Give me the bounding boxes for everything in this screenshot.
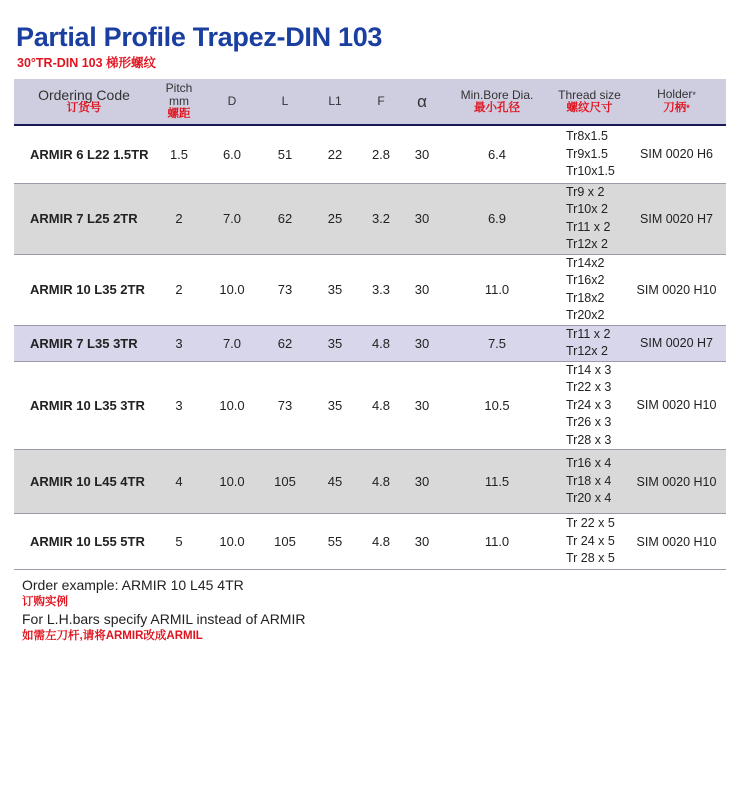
cell-holder: SIM 0020 H10 bbox=[627, 254, 726, 325]
thread-size-item: Tr28 x 3 bbox=[566, 432, 612, 447]
header-ordering-code: Ordering Code 订货号 bbox=[38, 86, 130, 114]
cell-ordering-code: ARMIR 6 L22 1.5TR bbox=[14, 125, 154, 183]
cell-l1: 22 bbox=[310, 125, 360, 183]
order-example: Order example: ARMIR 10 L45 4TR bbox=[22, 577, 244, 593]
cell-l: 105 bbox=[260, 514, 310, 570]
thread-size-item: Tr14x2 bbox=[566, 255, 605, 270]
thread-size-item: Tr9 x 2 bbox=[566, 184, 605, 199]
cell-d: 6.0 bbox=[204, 125, 260, 183]
thread-size-item: Tr22 x 3 bbox=[566, 380, 612, 394]
header-l1: L1 bbox=[328, 94, 342, 108]
thread-size-item: Tr9x1.5 bbox=[566, 146, 608, 161]
thread-size-item: Tr16 x 4 bbox=[566, 456, 612, 471]
header-thread-size: Thread size 螺纹尺寸 bbox=[558, 87, 621, 114]
cell-d: 10.0 bbox=[204, 254, 260, 325]
thread-size-item: Tr16x2 bbox=[566, 273, 605, 287]
notes-section bbox=[22, 577, 305, 645]
cell-alpha: 30 bbox=[402, 254, 442, 325]
cell-f: 2.8 bbox=[360, 125, 402, 183]
cell-d: 10.0 bbox=[204, 361, 260, 450]
cell-l1: 25 bbox=[310, 183, 360, 254]
cell-ordering-code: ARMIR 7 L25 2TR bbox=[14, 183, 154, 254]
cell-ordering-code: ARMIR 10 L55 5TR bbox=[14, 514, 154, 570]
cell-pitch: 4 bbox=[154, 450, 204, 514]
lh-note: For L.H.bars specify ARMIL instead of ARMIR bbox=[22, 611, 306, 627]
cell-l1: 35 bbox=[310, 361, 360, 450]
header-holder: Holder* 刀柄* bbox=[657, 87, 696, 114]
cell-thread-sizes bbox=[552, 125, 627, 183]
table-row bbox=[14, 514, 726, 570]
header-d: D bbox=[227, 94, 237, 108]
table-row bbox=[14, 125, 726, 183]
cell-l: 51 bbox=[260, 125, 310, 183]
thread-size-item: Tr10x1.5 bbox=[566, 164, 615, 178]
cell-alpha: 30 bbox=[402, 514, 442, 570]
table-header-row bbox=[14, 79, 726, 125]
cell-holder: SIM 0020 H7 bbox=[627, 325, 726, 361]
cell-ordering-code: ARMIR 10 L35 3TR bbox=[14, 361, 154, 450]
cell-l: 73 bbox=[260, 254, 310, 325]
cell-d: 7.0 bbox=[204, 325, 260, 361]
cell-alpha: 30 bbox=[402, 325, 442, 361]
cell-ordering-code: ARMIR 7 L35 3TR bbox=[14, 325, 154, 361]
cell-pitch: 5 bbox=[154, 514, 204, 570]
cell-holder: SIM 0020 H10 bbox=[627, 450, 726, 514]
thread-size-item: Tr18 x 4 bbox=[566, 473, 612, 488]
cell-thread-sizes bbox=[552, 450, 627, 514]
cell-ordering-code: ARMIR 10 L45 4TR bbox=[14, 450, 154, 514]
spec-table bbox=[14, 79, 726, 570]
thread-size-item: Tr8x1.5 bbox=[566, 129, 608, 143]
cell-pitch: 2 bbox=[154, 254, 204, 325]
cell-f: 4.8 bbox=[360, 325, 402, 361]
cell-d: 10.0 bbox=[204, 450, 260, 514]
cell-thread-sizes bbox=[552, 183, 627, 254]
cell-holder: SIM 0020 H10 bbox=[627, 361, 726, 450]
cell-min-bore: 11.0 bbox=[442, 514, 552, 570]
header-l: L bbox=[281, 94, 289, 108]
table-row bbox=[14, 183, 726, 254]
cell-l: 73 bbox=[260, 361, 310, 450]
cell-holder: SIM 0020 H6 bbox=[627, 125, 726, 183]
thread-size-item: Tr18x2 bbox=[566, 290, 605, 305]
thread-size-item: Tr26 x 3 bbox=[566, 415, 612, 429]
thread-size-item: Tr11 x 2 bbox=[566, 326, 611, 341]
cell-pitch: 3 bbox=[154, 361, 204, 450]
thread-size-item: Tr 24 x 5 bbox=[566, 533, 615, 548]
header-pitch: Pitch mm 螺距 bbox=[165, 81, 193, 120]
thread-size-item: Tr11 x 2 bbox=[566, 219, 611, 234]
cell-alpha: 30 bbox=[402, 361, 442, 450]
cell-thread-sizes bbox=[552, 361, 627, 450]
cell-thread-sizes bbox=[552, 514, 627, 570]
cell-min-bore: 10.5 bbox=[442, 361, 552, 450]
header-min-bore: Min.Bore Dia. 最小孔径 bbox=[460, 87, 534, 114]
spec-table-wrapper bbox=[14, 79, 726, 570]
cell-thread-sizes bbox=[552, 254, 627, 325]
thread-size-item: Tr12x 2 bbox=[566, 237, 608, 251]
thread-size-item: Tr20 x 4 bbox=[566, 491, 612, 506]
cell-min-bore: 11.5 bbox=[442, 450, 552, 514]
cell-min-bore: 11.0 bbox=[442, 254, 552, 325]
thread-size-item: Tr20x2 bbox=[566, 308, 605, 322]
cell-f: 3.3 bbox=[360, 254, 402, 325]
cell-d: 7.0 bbox=[204, 183, 260, 254]
thread-size-item: Tr 22 x 5 bbox=[566, 516, 615, 531]
header-f: F bbox=[377, 94, 385, 108]
cell-l1: 45 bbox=[310, 450, 360, 514]
cell-alpha: 30 bbox=[402, 125, 442, 183]
cell-f: 4.8 bbox=[360, 514, 402, 570]
cell-f: 4.8 bbox=[360, 361, 402, 450]
cell-f: 3.2 bbox=[360, 183, 402, 254]
cell-alpha: 30 bbox=[402, 183, 442, 254]
cell-holder: SIM 0020 H10 bbox=[627, 514, 726, 570]
cell-pitch: 2 bbox=[154, 183, 204, 254]
table-row bbox=[14, 254, 726, 325]
cell-l: 105 bbox=[260, 450, 310, 514]
order-example-cn: 订购实例 bbox=[22, 596, 68, 608]
table-row bbox=[14, 450, 726, 514]
table-row bbox=[14, 325, 726, 361]
cell-l1: 35 bbox=[310, 325, 360, 361]
cell-l: 62 bbox=[260, 325, 310, 361]
cell-min-bore: 6.4 bbox=[442, 125, 552, 183]
thread-size-item: Tr12x 2 bbox=[566, 344, 608, 358]
cell-holder: SIM 0020 H7 bbox=[627, 183, 726, 254]
page-subtitle: 30°TR-DIN 103 梯形螺纹 bbox=[17, 56, 157, 70]
cell-ordering-code: ARMIR 10 L35 2TR bbox=[14, 254, 154, 325]
cell-alpha: 30 bbox=[402, 450, 442, 514]
thread-size-item: Tr24 x 3 bbox=[566, 397, 612, 412]
cell-l1: 35 bbox=[310, 254, 360, 325]
cell-l1: 55 bbox=[310, 514, 360, 570]
cell-thread-sizes bbox=[552, 325, 627, 361]
cell-f: 4.8 bbox=[360, 450, 402, 514]
cell-pitch: 1.5 bbox=[154, 125, 204, 183]
lh-note-cn: 如需左刀杆,请将ARMIR改成ARMIL bbox=[22, 630, 203, 642]
table-row bbox=[14, 361, 726, 450]
cell-d: 10.0 bbox=[204, 514, 260, 570]
cell-min-bore: 7.5 bbox=[442, 325, 552, 361]
cell-pitch: 3 bbox=[154, 325, 204, 361]
thread-size-item: Tr14 x 3 bbox=[566, 362, 612, 377]
cell-l: 62 bbox=[260, 183, 310, 254]
thread-size-item: Tr10x 2 bbox=[566, 202, 608, 216]
cell-min-bore: 6.9 bbox=[442, 183, 552, 254]
thread-size-item: Tr 28 x 5 bbox=[566, 551, 615, 566]
header-alpha: α bbox=[417, 92, 427, 111]
page-title: Partial Profile Trapez-DIN 103 bbox=[16, 22, 383, 52]
